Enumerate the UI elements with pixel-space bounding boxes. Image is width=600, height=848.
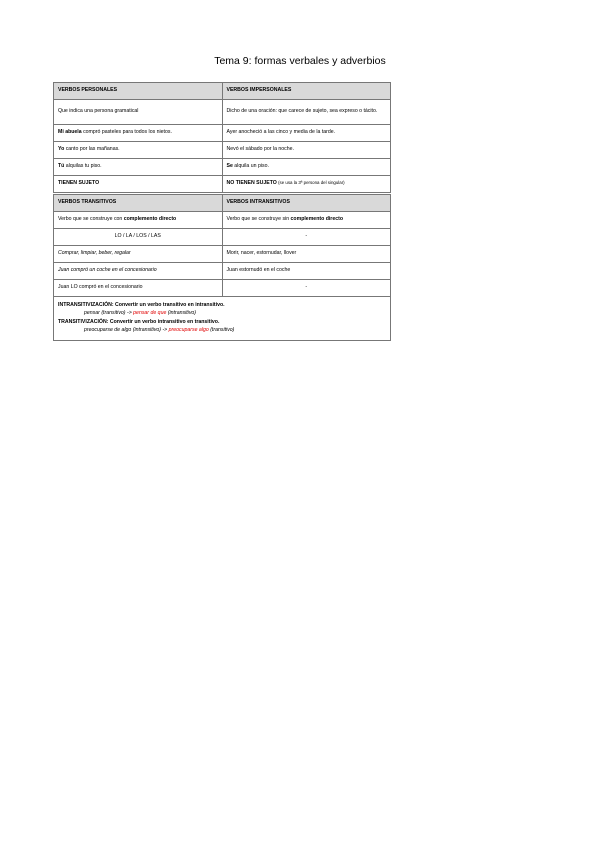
cell-text: alquila un piso.	[232, 163, 269, 170]
cell-bold: Yo	[58, 146, 65, 153]
table-cell: Que indica una persona gramatical	[54, 100, 223, 125]
cell-bold: NO TIENEN SUJETO	[226, 180, 277, 187]
cell-bold: Mi abuela	[58, 129, 82, 136]
cell-text: canto por las mañanas.	[64, 146, 120, 153]
table-cell	[54, 142, 223, 159]
page-title: Tema 9: formas verbales y adverbios	[214, 55, 386, 67]
table-cell: Juan LO compró en el concesionario	[54, 280, 223, 297]
table-cell	[54, 125, 223, 142]
example-result: preocuparse algo	[168, 326, 209, 333]
example-word: pensar	[84, 310, 100, 317]
table-cell: -	[222, 280, 391, 297]
header-impersonales: VERBOS IMPERSONALES	[222, 83, 391, 100]
table-cell: TIENEN SUJETO	[54, 176, 223, 193]
table-cell	[222, 212, 391, 229]
transitive-intransitive-table	[53, 194, 391, 341]
table-cell	[54, 159, 223, 176]
header-transitivos: VERBOS TRANSITIVOS	[54, 195, 223, 212]
table-cell: Ayer anocheció a las cinco y media de la tarde.	[222, 125, 391, 142]
table-cell	[54, 212, 223, 229]
cell-text: compró pasteles para todos los nietos.	[81, 129, 172, 136]
table-cell	[222, 176, 391, 193]
intransitivizacion-title: INTRANSITIVIZACIÓN: Convertir un verbo transitivo en intransitivo.	[58, 302, 225, 308]
table-cell: LO / LA / LOS / LAS	[54, 229, 223, 246]
table-cell: -	[222, 229, 391, 246]
cell-bold: Tú	[58, 163, 65, 170]
cell-bold: Se	[226, 163, 233, 170]
table-cell: Nevó el sábado por la noche.	[222, 142, 391, 159]
header-personales: VERBOS PERSONALES	[54, 83, 223, 100]
table-cell: Morir, nacer, estornudar, llover	[222, 246, 391, 263]
cell-bold: complemento directo	[290, 216, 343, 223]
example-text: (intransitivo)	[166, 310, 197, 317]
notes-cell	[54, 297, 391, 341]
cell-bold: complemento directo	[123, 216, 177, 223]
table-cell	[222, 159, 391, 176]
table-cell: Comprar, limpiar, beber, regalar	[54, 246, 223, 263]
header-intransitivos: VERBOS INTRANSITIVOS	[222, 195, 391, 212]
example-text: (intransitivo) ->	[131, 326, 169, 333]
cell-text: Verbo que se construye sin	[226, 216, 291, 223]
cell-text: Verbo que se construye con	[58, 216, 124, 223]
example-text: (transitivo)	[208, 326, 235, 333]
table-cell: Juan compró un coche en el concesionario	[54, 263, 223, 280]
personal-impersonal-table	[53, 82, 391, 193]
cell-small-text: (se usa la 3ª persona del singular)	[276, 180, 345, 186]
intransitivizacion-example	[58, 309, 386, 317]
table-cell: Dicho de una oración: que carece de sujeto, sea expreso o tácito.	[222, 100, 391, 125]
example-word: preocuparse de algo	[84, 326, 132, 333]
cell-text: alquilas tu piso.	[64, 163, 102, 170]
example-text: (transitivo) ->	[99, 310, 134, 317]
example-result: pensar de que	[133, 310, 167, 317]
transitivizacion-title: TRANSITIVIZACIÓN: Convertir un verbo intransitivo en transitivo.	[58, 318, 220, 325]
table-cell: Juan estornudó en el coche	[222, 263, 391, 280]
transitivizacion-example	[58, 326, 386, 334]
